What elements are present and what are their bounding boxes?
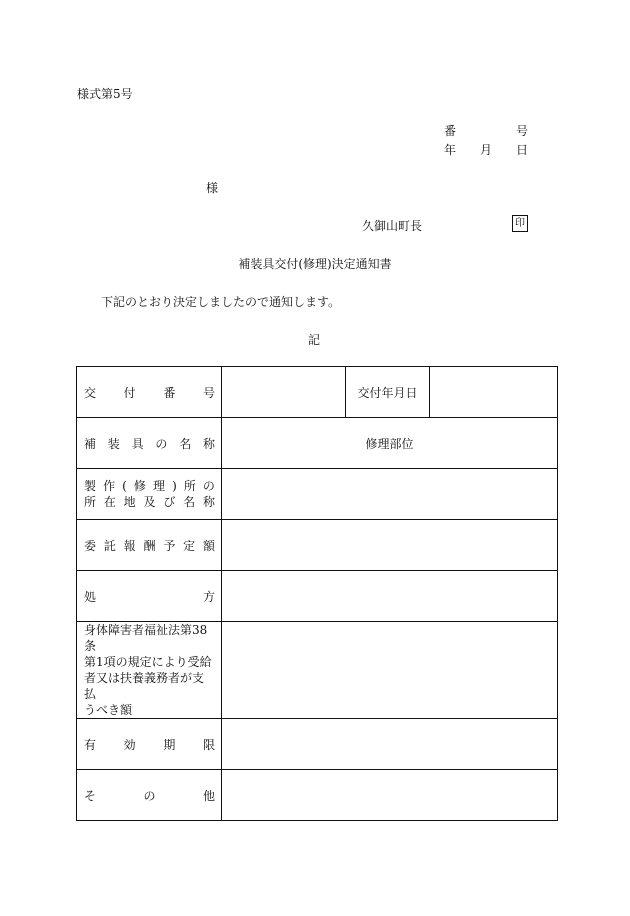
label-char: 酬 [143,538,156,553]
label-char: 具 [131,436,144,451]
row-label-maker [77,469,222,520]
details-table [76,366,558,821]
payable-amount-cell [222,622,558,719]
number-label-char: 番 [444,124,457,138]
label-char: そ [84,788,97,803]
row-label-validity [77,719,222,770]
issue-date-cell [430,367,558,418]
row-label-payable-amount [77,622,222,719]
row-label-issue-number [77,367,222,418]
label-char: 予 [163,538,176,553]
label-line: うべき額 [84,703,133,717]
table-row [77,622,558,719]
table-row [77,367,558,418]
label-char: 有 [84,737,97,752]
label-char: び [163,495,176,509]
label-char: 理 [152,479,165,493]
label-char: 作 [103,479,116,493]
label-char: 報 [123,538,136,553]
ki-heading: 記 [307,333,320,347]
label-line: 者又は扶養義務者が支払 [84,671,205,701]
label-char: 委 [84,538,97,553]
label-char: 処 [84,589,97,604]
label-char: 額 [202,538,215,553]
maker-cell [222,469,558,520]
table-row [77,719,558,770]
table-row [77,418,558,469]
label-char: 号 [202,385,215,400]
other-cell [222,770,558,821]
label-char: 限 [202,737,215,752]
label-char: 及 [143,495,156,509]
label-char: 定 [183,538,196,553]
label-char: 製 [84,479,97,493]
document-title: 補装具交付(修理)決定通知書 [238,257,392,271]
number-label-char: 号 [515,124,528,138]
form-number: 様式第5号 [77,87,133,101]
label-char: 称 [202,495,215,509]
label-char: 託 [103,538,116,553]
label-char: ( [122,479,127,493]
label-char: 番 [163,385,176,400]
table-row [77,469,558,520]
label-char: の [143,788,156,803]
label-char: 地 [123,495,136,509]
label-char: の [155,436,168,451]
label-char: 名 [183,495,196,509]
repair-part-cell: 修理部位 [222,418,558,469]
label-char: 所 [84,495,97,509]
label-char: 方 [202,589,215,604]
table-row [77,520,558,571]
label-char: 名 [179,436,192,451]
label-char: 補 [84,436,97,451]
addressee-suffix: 様 [206,181,219,195]
date-month-label: 月 [479,143,492,157]
issue-date-label: 交付年月日 [346,367,430,418]
date-year-label: 年 [444,143,457,157]
prescription-cell [222,571,558,622]
issue-number-cell [222,367,346,418]
validity-cell [222,719,558,770]
label-char: 称 [202,436,215,451]
row-label-device-name [77,418,222,469]
date-field [444,141,528,158]
issuer-name: 久御山町長 [362,219,423,233]
row-label-prescription [77,571,222,622]
table-row [77,770,558,821]
label-char: 修 [133,479,146,493]
label-char: 期 [163,737,176,752]
label-line: 身体障害者福祉法第38条 [84,623,208,653]
row-label-other [77,770,222,821]
label-char: 付 [123,385,136,400]
commission-cell [222,520,558,571]
label-char: 効 [123,737,136,752]
seal-mark: 印 [512,215,528,232]
label-char: 所 [183,479,196,493]
intro-text: 下記のとおり決定しましたので通知します。 [101,295,341,309]
label-char: ) [172,479,177,493]
date-day-label: 日 [515,143,528,157]
number-field [444,122,528,139]
label-char: 装 [107,436,120,451]
label-char: 在 [103,495,116,509]
row-label-commission [77,520,222,571]
table-row [77,571,558,622]
label-char: の [202,479,215,493]
label-char: 他 [202,788,215,803]
label-line: 第1項の規定により受給 [84,655,212,669]
label-char: 交 [84,385,97,400]
